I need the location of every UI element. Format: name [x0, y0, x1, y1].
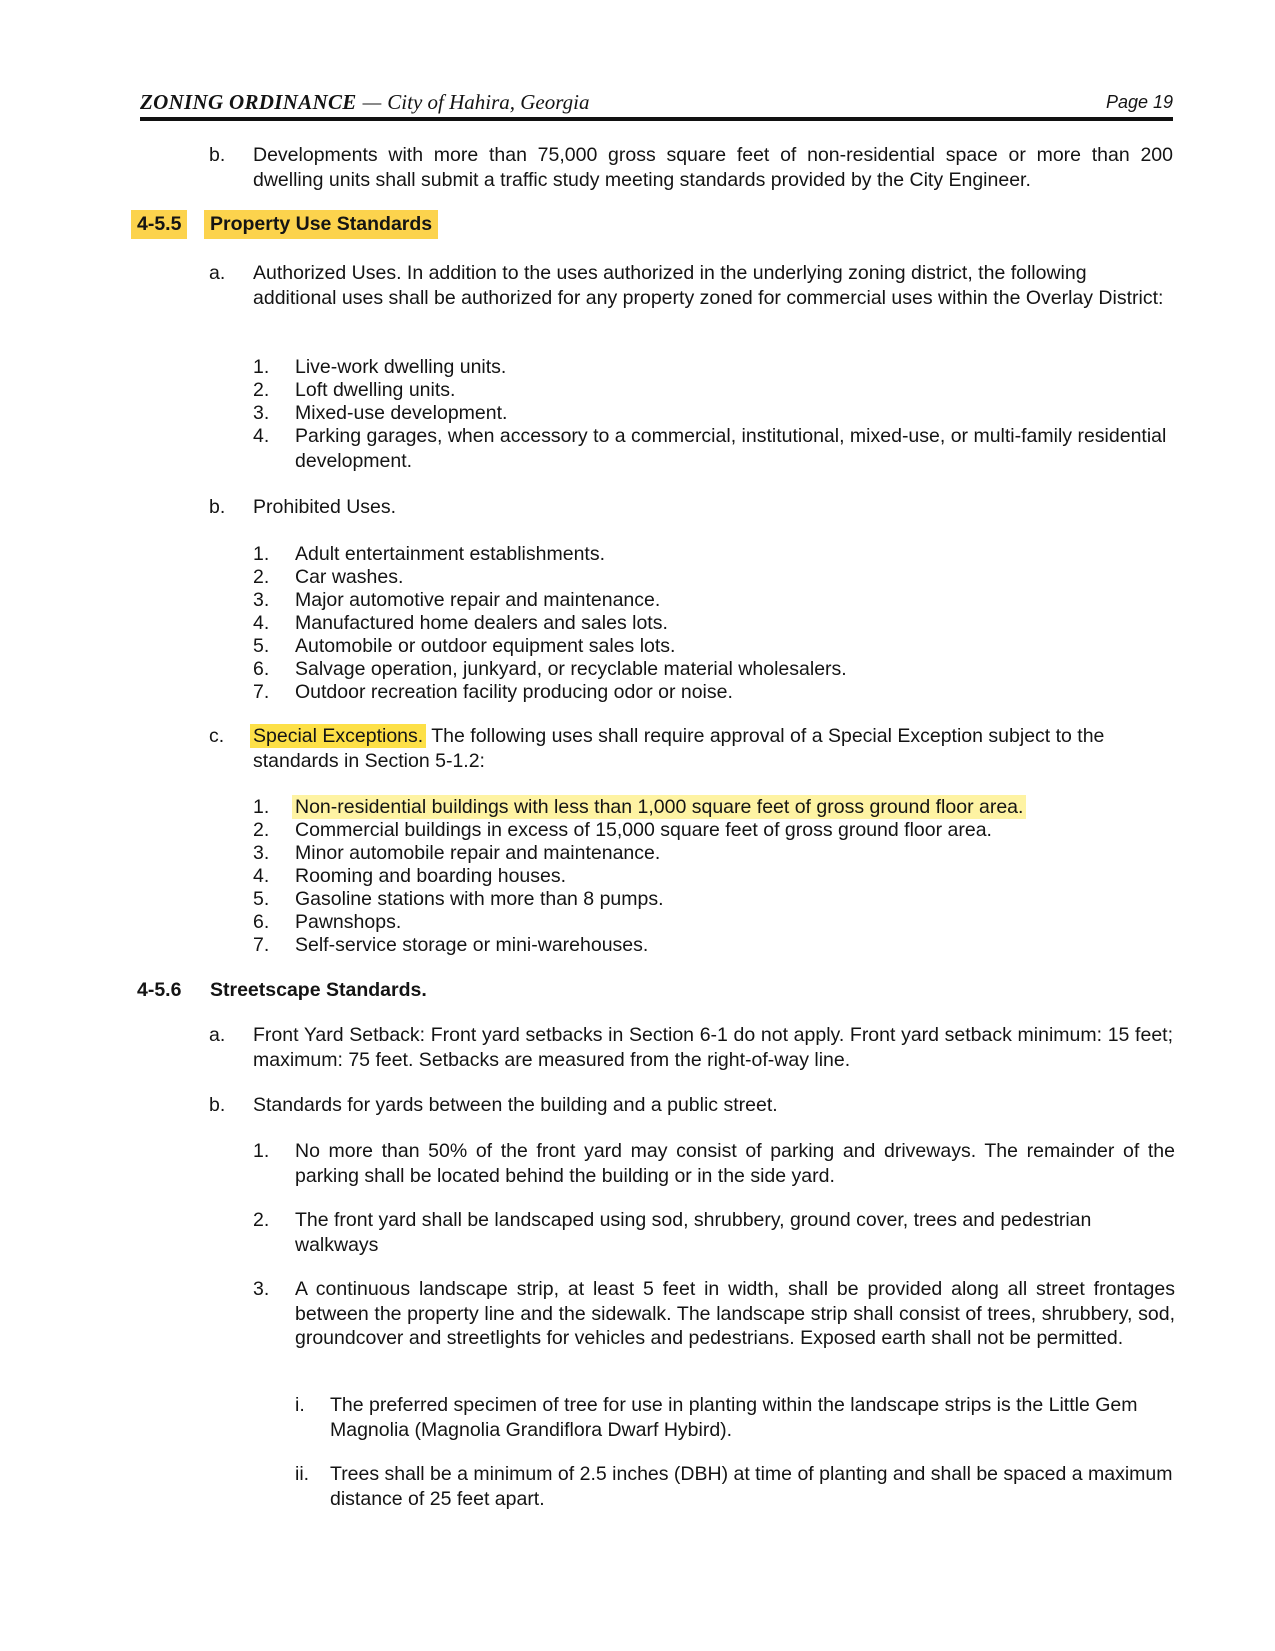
- highlighted-lead: Special Exceptions.: [250, 724, 426, 748]
- list-item-number: 5.: [253, 888, 270, 910]
- list-item-number: 1.: [253, 1140, 270, 1162]
- list-item-text: Gasoline stations with more than 8 pumps.: [295, 888, 664, 910]
- sub-item-number: ii.: [295, 1463, 310, 1485]
- list-item-text: Mixed-use development.: [295, 402, 508, 424]
- item-text: Front Yard Setback: Front yard setbacks in Section 6-1 do not apply. Front yard setback minimum: 15 feet; maximum: 75 feet. Setbacks are measured from the right-of-way line.: [253, 1024, 1173, 1071]
- item-text: Developments with more than 75,000 gross square feet of non-residential space or more than 200 dwelling units shall submit a traffic study meeting standards provided by the City Engineer.: [253, 144, 1173, 191]
- item-text-body: The following uses shall require approval of a Special Exception subject to the standards in Section 5-1.2:: [253, 725, 1105, 772]
- list-item-number: 2.: [253, 1209, 270, 1231]
- list-item-text: Live-work dwelling units.: [295, 356, 507, 378]
- sub-item-number: i.: [295, 1394, 305, 1416]
- list-item-text: Rooming and boarding houses.: [295, 865, 567, 887]
- list-item-number: 4.: [253, 612, 270, 634]
- item-text: Standards for yards between the building and a public street.: [253, 1094, 778, 1116]
- list-item-number: 1.: [253, 356, 270, 378]
- section-title: Property Use Standards: [204, 210, 438, 239]
- item-label: b.: [209, 496, 226, 518]
- list-item-number: 6.: [253, 911, 270, 933]
- list-item-number: 7.: [253, 681, 270, 703]
- list-item-text: Manufactured home dealers and sales lots.: [295, 612, 668, 634]
- list-item-number: 4.: [253, 425, 270, 447]
- section-number: 4-5.6: [137, 979, 182, 1001]
- list-item-text: The front yard shall be landscaped using sod, shrubbery, ground cover, trees and pedestrian walkways: [295, 1209, 1092, 1256]
- list-item-number: 2.: [253, 566, 270, 588]
- item-label: a.: [209, 262, 226, 284]
- header-title: [140, 90, 589, 115]
- list-item-text: A continuous landscape strip, at least 5 feet in width, shall be provided along all street frontages between the property line and the sidewalk. The landscape strip shall consist of trees, shrubbery, sod, groundcover and streetlights for vehicles and pedestrians. Exposed earth shall not be permitted.: [295, 1278, 1175, 1349]
- list-item-number: 7.: [253, 934, 270, 956]
- item-text: Authorized Uses. In addition to the uses authorized in the underlying zoning district, the following additional uses shall be authorized for any property zoned for commercial uses within the Overlay District:: [253, 262, 1164, 309]
- list-item-number: 4.: [253, 865, 270, 887]
- list-item-text: Outdoor recreation facility producing odor or noise.: [295, 681, 733, 703]
- list-item-number: 6.: [253, 658, 270, 680]
- list-item-text: Non-residential buildings with less than 1,000 square feet of gross ground floor area.: [292, 795, 1026, 819]
- list-item-text: Automobile or outdoor equipment sales lots.: [295, 635, 676, 657]
- list-item-text: Salvage operation, junkyard, or recyclable material wholesalers.: [295, 658, 847, 680]
- item-text: Prohibited Uses.: [253, 496, 397, 518]
- list-item-number: 3.: [253, 402, 270, 424]
- list-item-number: 3.: [253, 1278, 270, 1300]
- list-item-text: Parking garages, when accessory to a commercial, institutional, mixed-use, or multi-family residential development.: [295, 425, 1167, 472]
- list-item-text: Commercial buildings in excess of 15,000 square feet of gross ground floor area.: [295, 819, 992, 841]
- item-label: c.: [209, 725, 225, 747]
- list-item-text: Minor automobile repair and maintenance.: [295, 842, 661, 864]
- page-number: Page 19: [1105, 92, 1173, 112]
- list-item-text: Adult entertainment establishments.: [295, 543, 606, 565]
- list-item-text: Self-service storage or mini-warehouses.: [295, 934, 649, 956]
- list-item-text: Major automotive repair and maintenance.: [295, 589, 661, 611]
- list-item-number: 2.: [253, 819, 270, 841]
- list-item-number: 2.: [253, 379, 270, 401]
- list-item-number: 1.: [253, 796, 270, 818]
- list-item-text: Pawnshops.: [295, 911, 402, 933]
- list-item-text: No more than 50% of the front yard may consist of parking and driveways. The remainder of the parking shall be located behind the building or in the side yard.: [295, 1140, 1175, 1187]
- list-item-number: 5.: [253, 635, 270, 657]
- page-header: [140, 88, 1173, 126]
- section-title: Streetscape Standards.: [210, 979, 427, 1001]
- header-title-city: City of Hahira, Georgia: [387, 90, 590, 114]
- header-title-separator: —: [362, 90, 382, 114]
- item-label: a.: [209, 1024, 226, 1046]
- item-label: b.: [209, 144, 226, 166]
- list-item-number: 1.: [253, 543, 270, 565]
- section-number: 4-5.5: [131, 210, 187, 239]
- item-text: [253, 724, 1173, 773]
- header-title-main: ZONING ORDINANCE: [140, 90, 357, 114]
- sub-item-text: The preferred specimen of tree for use in planting within the landscape strips is the Little Gem Magnolia (Magnolia Grandiflora Dwarf Hybird).: [330, 1394, 1138, 1441]
- list-item-text: Car washes.: [295, 566, 404, 588]
- list-item-number: 3.: [253, 842, 270, 864]
- list-item-text: Loft dwelling units.: [295, 379, 456, 401]
- item-label: b.: [209, 1094, 226, 1116]
- list-item-number: 3.: [253, 589, 270, 611]
- sub-item-text: Trees shall be a minimum of 2.5 inches (DBH) at time of planting and shall be spaced a maximum distance of 25 feet apart.: [330, 1463, 1173, 1510]
- header-rule: [140, 117, 1173, 121]
